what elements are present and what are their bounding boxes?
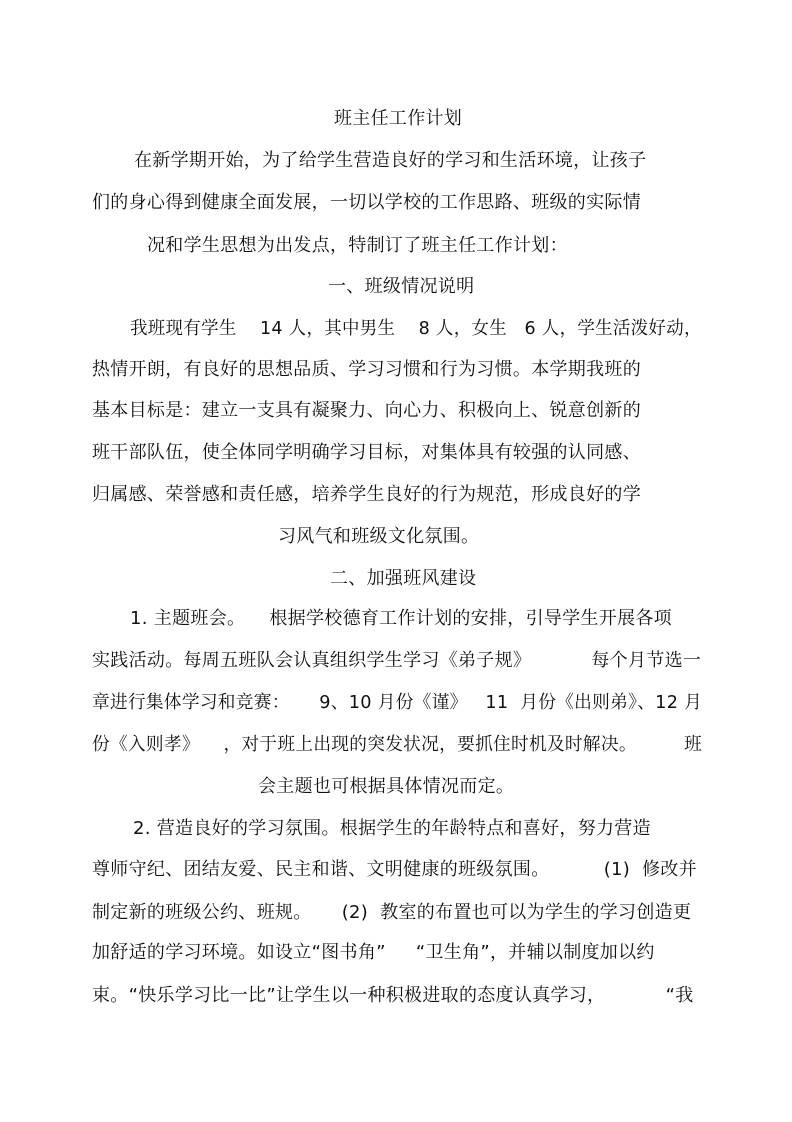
paragraph-line: 热情开朗，有良好的思想品质、学习习惯和行为习惯。本学期我班的 [92,359,641,380]
intro-line: 在新学期开始，为了给学生营造良好的学习和生活环境，让孩子 [134,150,647,171]
paragraph-line: 我班现有学生 14 人，其中男生 8 人，女生 6 人，学生活泼好动， [130,318,702,339]
paragraph-line: 章进行集体学习和竞赛： 9、10 月份《谨》 11 月份《出则弟》、12 月 [92,692,703,713]
paragraph-line: 习风气和班级文化氛围。 [278,526,480,547]
paragraph-line: 基本目标是：建立一支具有凝聚力、向心力、积极向上、锐意创新的 [92,400,641,421]
section-heading: 一、班级情况说明 [328,276,475,297]
paragraph-line: 会主题也可根据具体情况而定。 [258,776,515,797]
document-title: 班主任工作计划 [334,108,463,129]
intro-line: 况和学生思想为出发点，特制订了班主任工作计划： [147,235,568,256]
intro-line: 们的身心得到健康全面发展，一切以学校的工作思路、班级的实际情 [92,192,641,213]
paragraph-line: 归属感、荣誉感和责任感，培养学生良好的行为规范，形成良好的学 [92,484,641,505]
paragraph-line: 实践活动。每周五班队会认真组织学生学习《弟子规》 每个月节选一 [92,650,702,671]
paragraph-line: 制定新的班级公约、班规。 (2) 教室的布置也可以为学生的学习创造更 [92,902,692,923]
paragraph-line: 加舒适的学习环境。如设立“图书角” “卫生角”，并辅以制度加以约 [92,942,655,963]
paragraph-line: 2. 营造良好的学习氛围。根据学生的年龄特点和喜好，努力营造 [133,818,651,839]
paragraph-line: 份《入则孝》 ，对于班上出现的突发状况，要抓住时机及时解决。 班 [92,734,703,755]
paragraph-line: 班干部队伍，使全体同学明确学习目标，对集体具有较强的认同感、 [92,442,641,463]
paragraph-line: 1. 主题班会。 根据学校德育工作计划的安排，引导学生开展各项 [130,608,672,629]
paragraph-line: 尊师守纪、团结友爱、民主和谐、文明健康的班级氛围。 (1) 修改并 [92,859,698,880]
paragraph-line: 束。“快乐学习比一比”让学生以一种积极进取的态度认真学习， “我 [92,985,694,1006]
section-heading: 二、加强班风建设 [330,568,477,589]
